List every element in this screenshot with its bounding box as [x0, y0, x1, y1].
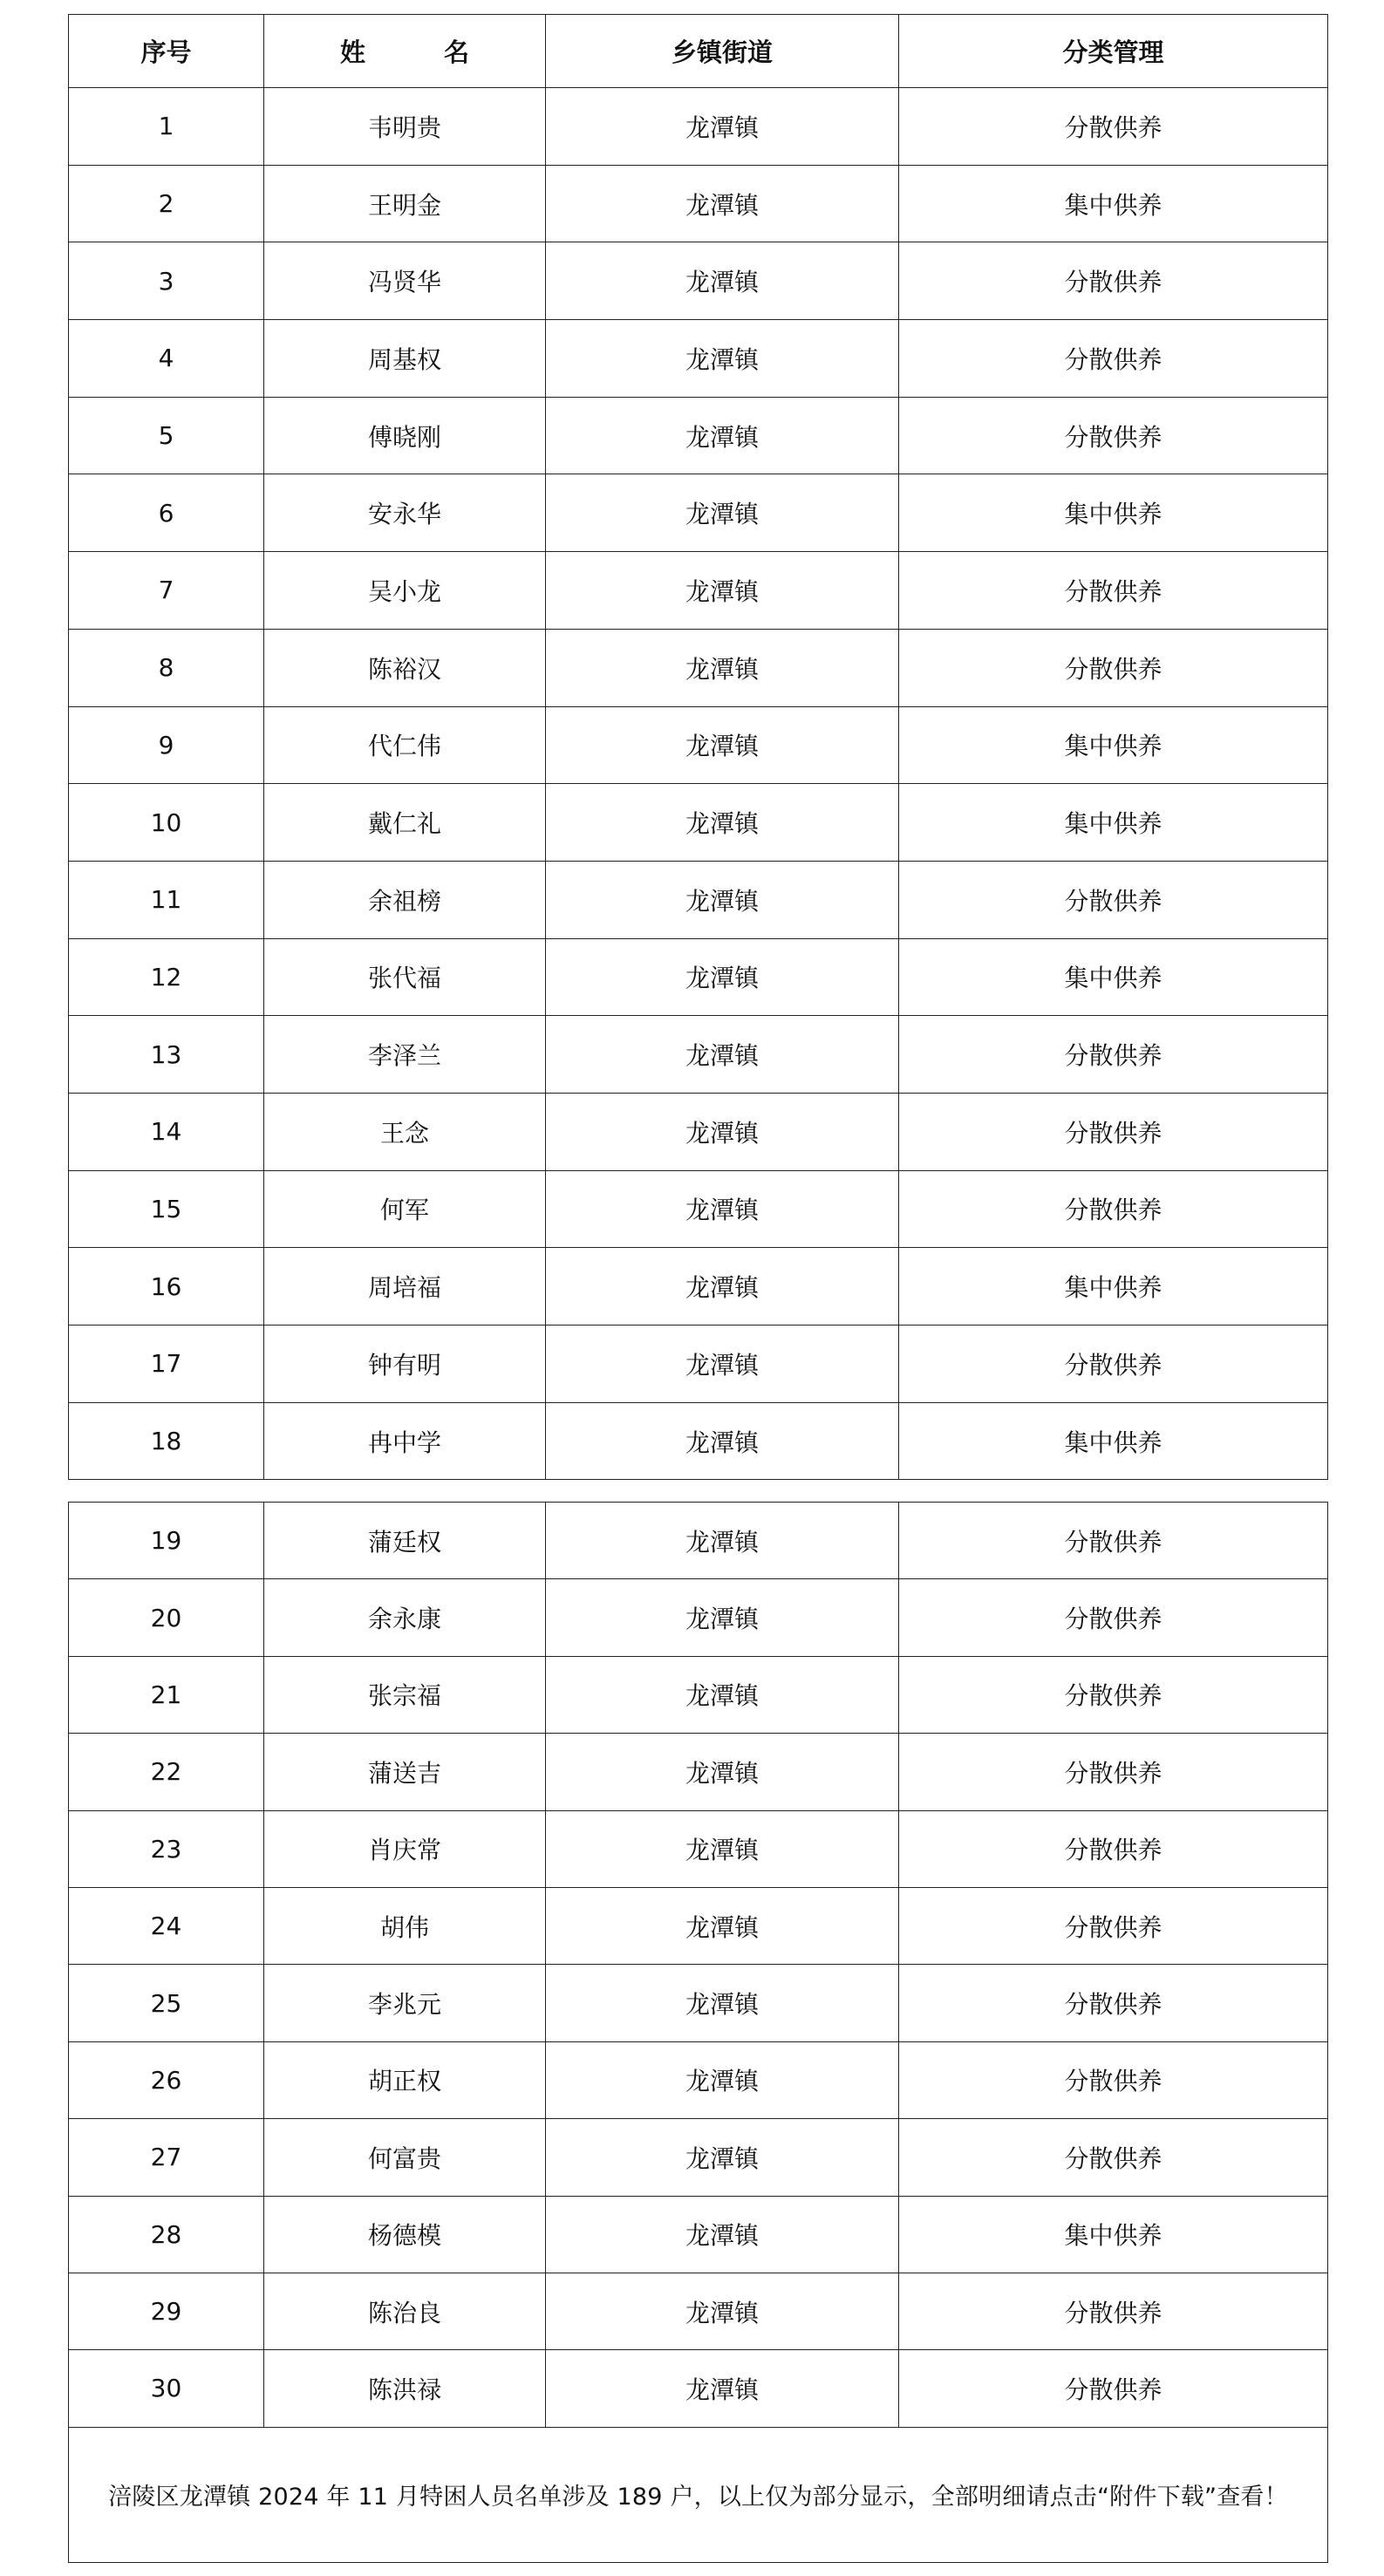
cell-category: 分散供养 — [899, 552, 1328, 630]
cell-name: 代仁伟 — [264, 706, 546, 784]
cell-index: 9 — [69, 706, 264, 784]
cell-category: 集中供养 — [899, 706, 1328, 784]
cell-town: 龙潭镇 — [546, 1248, 899, 1325]
cell-town: 龙潭镇 — [546, 1734, 899, 1810]
cell-index: 28 — [69, 2196, 264, 2273]
cell-name: 冉中学 — [264, 1402, 546, 1480]
cell-category: 分散供养 — [899, 1503, 1328, 1579]
cell-name: 冯贤华 — [264, 242, 546, 320]
cell-index: 25 — [69, 1965, 264, 2041]
cell-category: 集中供养 — [899, 2196, 1328, 2273]
cell-name: 陈裕汉 — [264, 629, 546, 706]
cell-index: 26 — [69, 2041, 264, 2118]
header-category: 分类管理 — [899, 15, 1328, 88]
table-row — [69, 1579, 1328, 1656]
cell-index: 11 — [69, 861, 264, 938]
cell-town: 龙潭镇 — [546, 1016, 899, 1094]
cell-name: 杨德模 — [264, 2196, 546, 2273]
cell-index: 15 — [69, 1170, 264, 1248]
table-row — [69, 165, 1328, 242]
cell-category: 分散供养 — [899, 629, 1328, 706]
cell-category: 分散供养 — [899, 1810, 1328, 1887]
cell-town: 龙潭镇 — [546, 242, 899, 320]
cell-town: 龙潭镇 — [546, 1325, 899, 1403]
cell-name: 余永康 — [264, 1579, 546, 1656]
cell-category: 分散供养 — [899, 2350, 1328, 2427]
table-row — [69, 552, 1328, 630]
cell-index: 12 — [69, 938, 264, 1016]
table-row — [69, 397, 1328, 474]
cell-category: 分散供养 — [899, 88, 1328, 166]
cell-category: 分散供养 — [899, 1093, 1328, 1170]
cell-name: 戴仁礼 — [264, 784, 546, 862]
table-row — [69, 1248, 1328, 1325]
cell-town: 龙潭镇 — [546, 629, 899, 706]
cell-index: 4 — [69, 320, 264, 398]
cell-index: 6 — [69, 474, 264, 552]
table-row — [69, 1887, 1328, 1964]
cell-index: 29 — [69, 2273, 264, 2349]
cell-category: 集中供养 — [899, 1402, 1328, 1480]
cell-town: 龙潭镇 — [546, 2041, 899, 2118]
cell-index: 5 — [69, 397, 264, 474]
cell-name: 陈治良 — [264, 2273, 546, 2349]
cell-name: 张代福 — [264, 938, 546, 1016]
cell-index: 3 — [69, 242, 264, 320]
cell-name: 肖庆常 — [264, 1810, 546, 1887]
cell-name: 何军 — [264, 1170, 546, 1248]
cell-category: 分散供养 — [899, 1656, 1328, 1733]
cell-index: 30 — [69, 2350, 264, 2427]
table-row — [69, 1734, 1328, 1810]
table-row — [69, 706, 1328, 784]
table-row — [69, 474, 1328, 552]
cell-index: 14 — [69, 1093, 264, 1170]
cell-category: 集中供养 — [899, 474, 1328, 552]
cell-category: 集中供养 — [899, 784, 1328, 862]
cell-category: 分散供养 — [899, 1170, 1328, 1248]
table-row — [69, 1810, 1328, 1887]
cell-category: 分散供养 — [899, 397, 1328, 474]
cell-town: 龙潭镇 — [546, 1656, 899, 1733]
cell-category: 分散供养 — [899, 1887, 1328, 1964]
cell-name: 吴小龙 — [264, 552, 546, 630]
cell-town: 龙潭镇 — [546, 552, 899, 630]
cell-town: 龙潭镇 — [546, 1503, 899, 1579]
table-row — [69, 88, 1328, 166]
cell-index: 20 — [69, 1579, 264, 1656]
cell-town: 龙潭镇 — [546, 1402, 899, 1480]
cell-category: 分散供养 — [899, 1965, 1328, 2041]
cell-category: 分散供养 — [899, 2273, 1328, 2349]
cell-town: 龙潭镇 — [546, 2273, 899, 2349]
cell-name: 傅晓刚 — [264, 397, 546, 474]
cell-index: 17 — [69, 1325, 264, 1403]
table-row — [69, 1503, 1328, 1579]
cell-name: 蒲送吉 — [264, 1734, 546, 1810]
cell-town: 龙潭镇 — [546, 1810, 899, 1887]
table-row — [69, 784, 1328, 862]
table-row — [69, 1093, 1328, 1170]
cell-category: 分散供养 — [899, 1579, 1328, 1656]
cell-name: 安永华 — [264, 474, 546, 552]
cell-name: 李泽兰 — [264, 1016, 546, 1094]
cell-town: 龙潭镇 — [546, 397, 899, 474]
cell-index: 16 — [69, 1248, 264, 1325]
cell-town: 龙潭镇 — [546, 474, 899, 552]
table-row — [69, 861, 1328, 938]
table-row — [69, 320, 1328, 398]
cell-name: 张宗福 — [264, 1656, 546, 1733]
cell-index: 22 — [69, 1734, 264, 1810]
header-index: 序号 — [69, 15, 264, 88]
header-name: 姓 名 — [264, 15, 546, 88]
table-row — [69, 1325, 1328, 1403]
cell-index: 27 — [69, 2119, 264, 2196]
cell-index: 24 — [69, 1887, 264, 1964]
cell-town: 龙潭镇 — [546, 165, 899, 242]
cell-town: 龙潭镇 — [546, 1170, 899, 1248]
cell-category: 分散供养 — [899, 242, 1328, 320]
cell-name: 王念 — [264, 1093, 546, 1170]
table-row — [69, 1170, 1328, 1248]
table-footer-row — [69, 2427, 1328, 2562]
cell-category: 分散供养 — [899, 2119, 1328, 2196]
cell-town: 龙潭镇 — [546, 1965, 899, 2041]
cell-index: 18 — [69, 1402, 264, 1480]
cell-name: 何富贵 — [264, 2119, 546, 2196]
cell-category: 集中供养 — [899, 938, 1328, 1016]
table-row — [69, 2041, 1328, 2118]
cell-name: 陈洪禄 — [264, 2350, 546, 2427]
cell-index: 13 — [69, 1016, 264, 1094]
table-row — [69, 1965, 1328, 2041]
personnel-table-part-2 — [68, 1502, 1328, 2563]
personnel-table-part-1 — [68, 14, 1328, 1480]
table-body-part-1 — [69, 88, 1328, 1480]
cell-name: 王明金 — [264, 165, 546, 242]
cell-name: 钟有明 — [264, 1325, 546, 1403]
cell-category: 集中供养 — [899, 1248, 1328, 1325]
table-row — [69, 938, 1328, 1016]
cell-index: 1 — [69, 88, 264, 166]
table-row — [69, 1402, 1328, 1480]
cell-index: 2 — [69, 165, 264, 242]
cell-index: 21 — [69, 1656, 264, 1733]
table-row — [69, 2119, 1328, 2196]
table-header-row — [69, 15, 1328, 88]
table-row — [69, 242, 1328, 320]
cell-category: 分散供养 — [899, 2041, 1328, 2118]
cell-index: 7 — [69, 552, 264, 630]
cell-town: 龙潭镇 — [546, 938, 899, 1016]
cell-town: 龙潭镇 — [546, 2119, 899, 2196]
footer-note: 涪陵区龙潭镇 2024 年 11 月特困人员名单涉及 189 户，以上仅为部分显示，全部明细请点击“附件下载”查看！ — [69, 2427, 1328, 2562]
table-row — [69, 1656, 1328, 1733]
cell-index: 8 — [69, 629, 264, 706]
cell-town: 龙潭镇 — [546, 2350, 899, 2427]
cell-town: 龙潭镇 — [546, 706, 899, 784]
cell-town: 龙潭镇 — [546, 2196, 899, 2273]
table-row — [69, 2196, 1328, 2273]
cell-town: 龙潭镇 — [546, 861, 899, 938]
cell-name: 韦明贵 — [264, 88, 546, 166]
cell-category: 分散供养 — [899, 1325, 1328, 1403]
table-row — [69, 2273, 1328, 2349]
table-row — [69, 629, 1328, 706]
cell-name: 周基权 — [264, 320, 546, 398]
cell-name: 胡伟 — [264, 1887, 546, 1964]
table-row — [69, 1016, 1328, 1094]
table-body-part-2 — [69, 1503, 1328, 2428]
cell-name: 蒲廷权 — [264, 1503, 546, 1579]
cell-name: 胡正权 — [264, 2041, 546, 2118]
cell-town: 龙潭镇 — [546, 320, 899, 398]
cell-category: 集中供养 — [899, 165, 1328, 242]
header-town: 乡镇街道 — [546, 15, 899, 88]
cell-name: 余祖榜 — [264, 861, 546, 938]
cell-category: 分散供养 — [899, 861, 1328, 938]
cell-category: 分散供养 — [899, 320, 1328, 398]
cell-index: 10 — [69, 784, 264, 862]
cell-category: 分散供养 — [899, 1734, 1328, 1810]
cell-index: 19 — [69, 1503, 264, 1579]
cell-name: 周培福 — [264, 1248, 546, 1325]
table-row — [69, 2350, 1328, 2427]
cell-town: 龙潭镇 — [546, 1579, 899, 1656]
cell-town: 龙潭镇 — [546, 784, 899, 862]
cell-category: 分散供养 — [899, 1016, 1328, 1094]
cell-town: 龙潭镇 — [546, 1093, 899, 1170]
cell-index: 23 — [69, 1810, 264, 1887]
cell-town: 龙潭镇 — [546, 1887, 899, 1964]
cell-town: 龙潭镇 — [546, 88, 899, 166]
cell-name: 李兆元 — [264, 1965, 546, 2041]
